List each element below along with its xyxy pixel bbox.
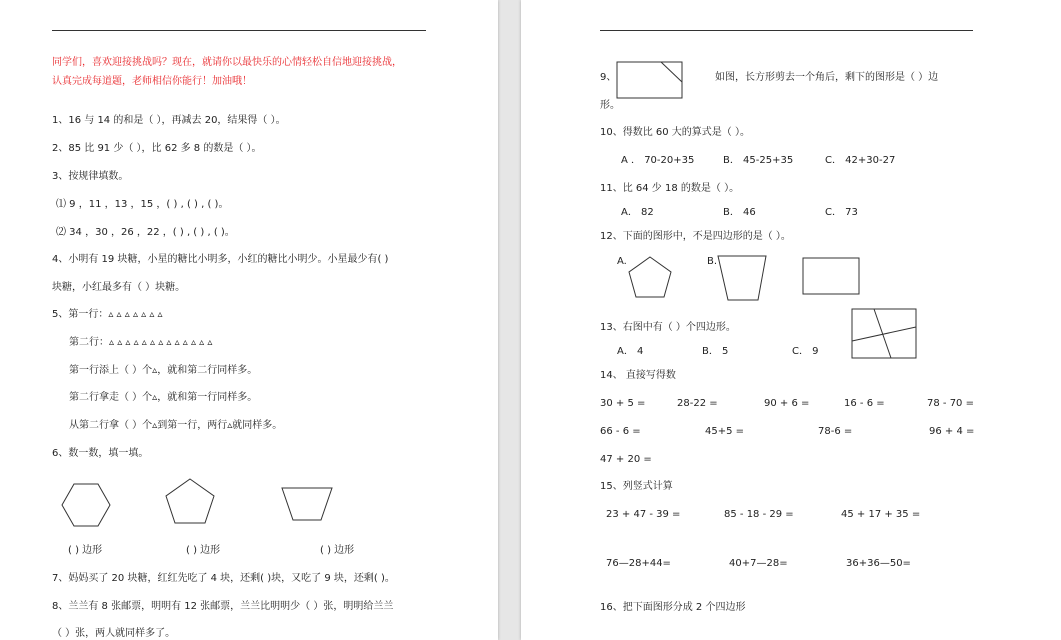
worksheet-page-1	[0, 0, 498, 640]
question-2: 2、85 比 91 少（ ），比 62 多 8 的数是（ ）。	[52, 143, 262, 154]
question-16: 16、把下面图形分成 2 个四边形	[600, 602, 746, 613]
q6-answer-1: ( ) 边形	[68, 545, 103, 556]
question-5: 5、第一行：▵ ▵ ▵ ▵ ▵ ▵ ▵	[52, 309, 163, 320]
q14-item: 78-6 =	[818, 426, 853, 437]
hexagon-shape	[62, 484, 110, 526]
q6-answer-2: ( ) 边形	[186, 545, 221, 556]
question-15: 15、列竖式计算	[600, 481, 673, 492]
question-5-c: 从第二行拿（ ）个▵到第一行，两行▵就同样多。	[69, 420, 283, 431]
question-3: 3、按规律填数。	[52, 171, 129, 182]
q15-item: 36+36—50=	[846, 558, 911, 569]
question-11: 11、比 64 少 18 的数是（ ）。	[600, 183, 740, 194]
question-5-a: 第一行添上（ ）个▵，就和第二行同样多。	[69, 365, 258, 376]
q14-item: 78 - 70 =	[927, 398, 974, 409]
trapezoid-shape	[718, 256, 766, 300]
question-5-b: 第二行拿走（ ）个▵，就和第一行同样多。	[69, 392, 258, 403]
trapezoid-shape	[282, 488, 332, 520]
q10-option-c: C． 42+30-27	[825, 155, 896, 166]
question-13: 13、右图中有（ ）个四边形。	[600, 322, 736, 333]
q15-item: 23 + 47 - 39 =	[606, 509, 681, 520]
q12-option-a: A.	[617, 256, 627, 267]
rectangle-cut-figure	[617, 62, 682, 98]
q10-option-b: B． 45-25+35	[723, 155, 794, 166]
pentagon-shape	[166, 479, 214, 523]
question-7: 7、妈妈买了 20 块糖，红红先吃了 4 块，还剩( )块，又吃了 9 块，还剩( )。	[52, 573, 395, 584]
question-9: 形。	[600, 100, 620, 111]
question-1: 1、16 与 14 的和是（ ），再减去 20，结果得（ ）。	[52, 115, 286, 126]
q6-shapes	[0, 0, 498, 640]
q14-item: 66 - 6 =	[600, 426, 641, 437]
q15-item: 40+7—28=	[729, 558, 788, 569]
intro-text: 同学们，喜欢迎接挑战吗？现在，就请你以最快乐的心情轻松自信地迎接挑战，	[52, 57, 402, 68]
question-4: 块糖，小红最多有（ ）块糖。	[52, 282, 186, 293]
q12-option-b: B.	[707, 256, 718, 267]
q14-item: 16 - 6 =	[844, 398, 885, 409]
intro-text: 认真完成每道题，老师相信你能行！加油哦！	[52, 76, 252, 87]
question-8: （ ）张，两人就同样多了。	[52, 628, 176, 639]
q11-option-b: B． 46	[723, 207, 756, 218]
q13-option-a: A． 4	[617, 346, 644, 357]
question-8: 8、兰兰有 8 张邮票，明明有 12 张邮票，兰兰比明明少（ ）张，明明给兰兰	[52, 601, 394, 612]
q11-option-c: C． 73	[825, 207, 858, 218]
worksheet-page-2	[521, 0, 1061, 640]
question-3-part-2: ⑵ 34 ，30 ，26 ，22 ，( ) , ( ) , ( )。	[56, 227, 235, 238]
question-3-part-1: ⑴ 9 ，11 ，13 ，15 ，( ) , ( ) , ( )。	[56, 199, 229, 210]
question-14: 14、 直接写得数	[600, 370, 676, 381]
q13-option-b: B． 5	[702, 346, 729, 357]
q14-item: 28-22 =	[677, 398, 718, 409]
q14-item: 47 + 20 =	[600, 454, 652, 465]
q14-item: 30 + 5 =	[600, 398, 646, 409]
q15-item: 45 + 17 + 35 =	[841, 509, 921, 520]
q6-answer-3: ( ) 边形	[320, 545, 355, 556]
question-12: 12、下面的图形中，不是四边形的是（ ）。	[600, 231, 791, 242]
q15-item: 76—28+44=	[606, 558, 671, 569]
question-9-number: 9、	[600, 72, 617, 83]
question-4: 4、小明有 19 块糖，小星的糖比小明多，小红的糖比小明少。小星最少有( )	[52, 254, 389, 265]
rectangle-shape	[803, 258, 859, 294]
q10-option-a: A ． 70-20+35	[621, 155, 695, 166]
q15-item: 85 - 18 - 29 =	[724, 509, 794, 520]
q11-option-a: A． 82	[621, 207, 654, 218]
question-5-row-2: 第二行：▵ ▵ ▵ ▵ ▵ ▵ ▵ ▵ ▵ ▵ ▵ ▵ ▵	[69, 337, 213, 348]
q14-item: 96 + 4 =	[929, 426, 975, 437]
question-9: 如图，长方形剪去一个角后，剩下的图形是（ ）边	[715, 72, 939, 83]
question-6: 6、数一数，填一填。	[52, 448, 149, 459]
q13-option-c: C． 9	[792, 346, 819, 357]
figures	[521, 0, 1061, 640]
q14-item: 45+5 =	[705, 426, 745, 437]
q14-item: 90 + 6 =	[764, 398, 810, 409]
pentagon-shape	[629, 257, 671, 297]
question-10: 10、得数比 60 大的算式是（ ）。	[600, 127, 750, 138]
